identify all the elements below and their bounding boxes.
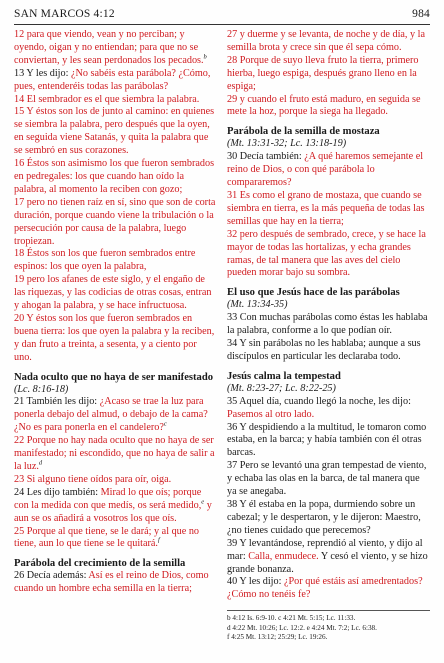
verse-40: 40 Y les dijo: ¿Por qué estáis así amedrentados? ¿Cómo no tenéis fe? — [227, 576, 423, 601]
verse-33: 33 Con muchas parábolas como éstas les hablaba la palabra, conforme a lo que podían oír. — [227, 312, 428, 337]
running-header — [14, 8, 430, 24]
parallel-reference: (Lc. 8:16-18) — [14, 383, 69, 395]
section-heading: El uso que Jesús hace de las parábolas — [227, 287, 400, 299]
verse-12: 12 para que viendo, vean y no perciban; y oyendo, oigan y no entiendan; para que no se conviertan, y les sean perdonados los pecados.$^b$ — [14, 29, 207, 66]
verse-28: 28 Porque de suyo lleva fruto la tierra, primero hierba, luego espiga, después grano lleno en la espiga; — [227, 54, 419, 92]
verse-17: 17 pero no tienen raíz en sí, sino que son de corta duración, porque cuando viene la tribulación o la persecución por causa de la palabra, luego tropiezan. — [14, 196, 216, 247]
verse-24: 24 Les dijo también: Mirad lo que oís; porque con la medida con que medís, os será medido,$^e$ y aun se os añadirá a vosotros los que oís. — [14, 486, 212, 524]
right-column — [227, 29, 430, 659]
footnote-marker: b — [203, 53, 207, 61]
verse-15: 15 Y éstos son los de junto al camino: en quienes se siembra la palabra, pero después que la oyen, en seguida viene Satanás, y quita la palabra que se sembró en sus corazones. — [14, 106, 215, 157]
verse-31: 31 Es como el grano de mostaza, que cuando se siembra en tierra, es la más pequeña de todas las semillas que hay en la tierra; — [227, 189, 425, 227]
verse-26: 26 Decía además: Así es el reino de Dios, como cuando un hombre echa semilla en la tierra; — [14, 570, 209, 595]
verse-29: 29 y cuando el fruto está maduro, en seguida se mete la hoz, porque la siega ha llegado. — [227, 93, 421, 118]
verse-16: 16 Éstos son asimismo los que fueron sembrados en pedregales: los que cuando han oído la palabra, al momento la reciben con gozo; — [14, 158, 215, 195]
verse-13: 13 Y les dijo: ¿No sabéis esta parábola? ¿Cómo, pues, entenderéis todas las parábolas? — [14, 67, 211, 92]
verse-19: 19 pero los afanes de este siglo, y el engaño de las riquezas, y las codicias de otras cosas, entran y ahogan la palabra, y se hace infructuosa. — [14, 274, 212, 312]
running-head: SAN MARCOS 4:12 — [14, 8, 115, 20]
footnote-line: f 4:25 Mt. 13:12; 25:29; Lc. 19:26. — [227, 633, 328, 642]
verse-27: 27 y duerme y se levanta, de noche y de día, y la semilla brota y crece sin que él sepa cómo. — [227, 29, 426, 53]
section-heading: Parábola del crecimiento de la semilla — [14, 558, 186, 570]
verse-22: 22 Porque no hay nada oculto que no haya de ser manifestado; ni escondido, que no haya de salir a la luz.$^d$ — [14, 435, 215, 472]
footnotes — [227, 610, 430, 643]
verse-38: 38 Y él estaba en la popa, durmiendo sobre un cabezal; y le despertaron, y le dijeron: Maestro, ¿no tienes cuidado que perecemos? — [227, 499, 421, 536]
parallel-reference: (Mt. 8:23-27; Lc. 8:22-25) — [227, 382, 336, 394]
verse-14: 14 El sembrador es el que siembra la palabra. — [14, 93, 200, 105]
verse-32: 32 pero después de sembrado, crece, y se hace la mayor de todas las hortalizas, y echa grandes ramas, de tal manera que las aves del cielo pueden morar bajo su sombra. — [227, 228, 426, 279]
parallel-reference: (Mt. 13:34-35) — [227, 299, 288, 311]
parallel-reference: (Mt. 13:31-32; Lc. 13:18-19) — [227, 138, 347, 150]
verse-35: 35 Aquel día, cuando llegó la noche, les dijo: Pasemos al otro lado. — [227, 395, 411, 420]
verse-37: 37 Pero se levantó una gran tempestad de viento, y echaba las olas en la barca, de tal manera que ya se anegaba. — [227, 460, 427, 498]
section-heading: Parábola de la semilla de mostaza — [227, 126, 380, 138]
verse-20: 20 Y éstos son los que fueron sembrados en buena tierra: los que oyen la palabra y la reciben, y dan fruto a treinta, a sesenta, y a ciento por uno. — [14, 312, 215, 363]
verse-39: 39 Y levantándose, reprendió al viento, y dijo al mar: Calla, enmudece. Y cesó el viento, y se hizo grande bonanza. — [227, 537, 428, 575]
verse-34: 34 Y sin parábolas no les hablaba; aunque a sus discípulos en particular les declaraba todo. — [227, 338, 421, 362]
left-column — [14, 29, 217, 659]
section-heading: Nada oculto que no haya de ser manifestado — [14, 371, 214, 383]
section-heading: Jesús calma la tempestad — [227, 370, 341, 382]
footnote-line: b 4:12 Is. 6:9-10. c 4:21 Mt. 5:15; Lc. 11:33. — [227, 614, 356, 623]
verse-23: 23 Si alguno tiene oídos para oír, oiga. — [14, 473, 172, 485]
verse-30: 30 Decía también: ¿A qué haremos semejante el reino de Dios, o con qué parábola lo compararemos? — [227, 151, 424, 189]
page-number: 984 — [412, 8, 430, 20]
verse-25: 25 Porque al que tiene, se le dará; y al que no tiene, aun lo que tiene se le quitará.$^f$ — [14, 525, 200, 550]
header-rule — [14, 24, 430, 25]
verse-36: 36 Y despidiendo a la multitud, le tomaron como estaba, en la barca; y había también con él otras barcas. — [227, 421, 427, 459]
verse-21: 21 También les dijo: ¿Acaso se trae la luz para ponerla debajo del almud, o debajo de la cama? ¿No es para ponerla en el candelero?$^c$ — [14, 396, 208, 434]
text-columns — [14, 29, 430, 659]
footnote-line: d 4:22 Mt. 10:26; Lc. 12:2. e 4:24 Mt. 7:2; Lc. 6:38. — [227, 623, 377, 632]
verse-18: 18 Éstos son los que fueron sembrados entre espinos: los que oyen la palabra, — [14, 248, 196, 273]
